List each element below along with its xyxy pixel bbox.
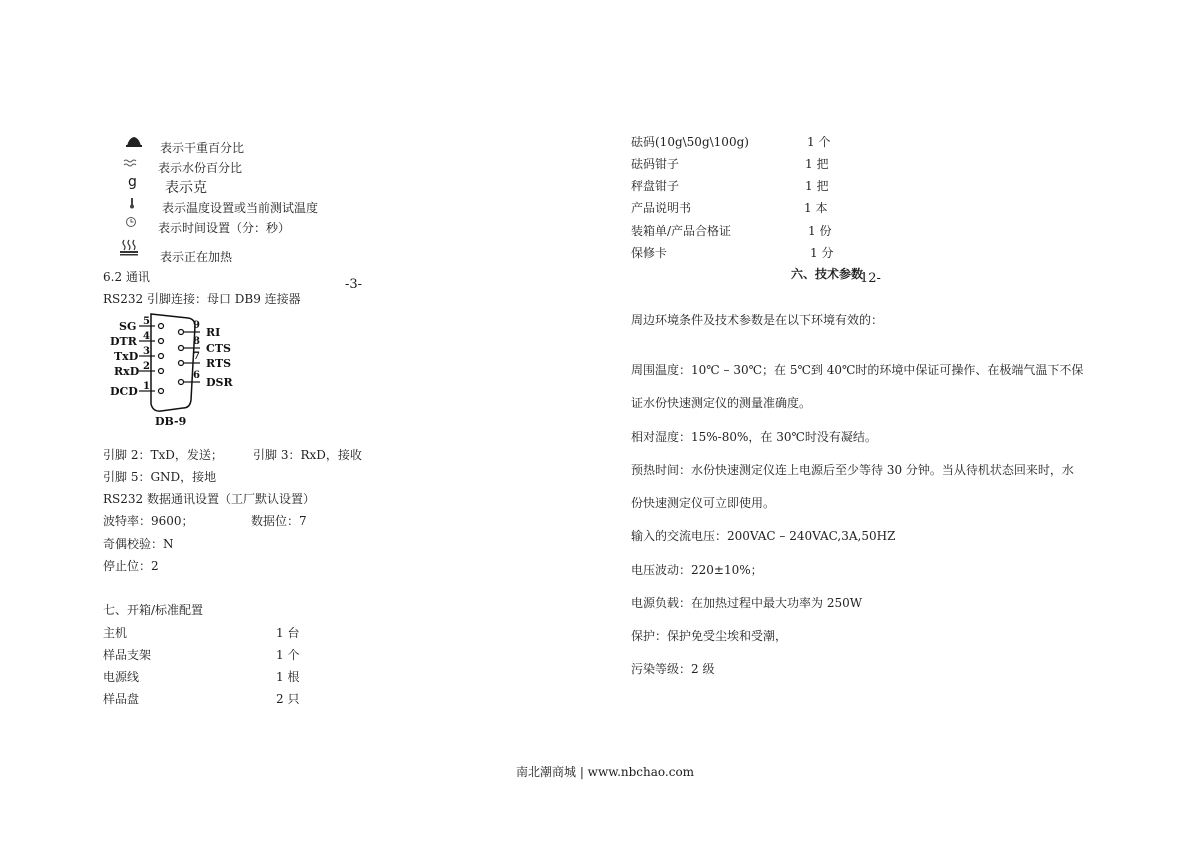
pin-number-7: 7 xyxy=(193,351,200,362)
page-number-left: -3- xyxy=(345,277,363,292)
packing-item-qty: 1 份 xyxy=(808,224,832,238)
tech-pollution: 污染等级：2 级 xyxy=(631,662,715,676)
pin-label-txd: TxD xyxy=(114,350,139,363)
packing-item-qty: 1 个 xyxy=(807,135,831,149)
comm-heading: 6.2 通讯 xyxy=(103,270,150,284)
rs232-line: RS232 引脚连接：母口 DB9 连接器 xyxy=(103,292,301,306)
stop-bit: 停止位：2 xyxy=(103,559,159,573)
pin-label-sg: SG xyxy=(119,320,137,333)
tech-voltage: 输入的交流电压：200VAC – 240VAC,3A,50HZ xyxy=(631,529,896,543)
moisture-icon xyxy=(123,158,137,168)
pin-number-1: 1 xyxy=(143,381,150,392)
pin-number-3: 3 xyxy=(143,346,150,357)
packing-item-name: 电源线 xyxy=(103,670,140,684)
packing-item-name: 样品盘 xyxy=(103,692,140,706)
rs232-settings-title: RS232 数据通讯设置（工厂默认设置） xyxy=(103,492,315,506)
pin-label-dsr: DSR xyxy=(206,376,233,389)
pin3-text: 引脚 3：RxD，接收 xyxy=(253,448,362,462)
footer-watermark: 南北潮商城 | www.nbchao.com xyxy=(516,765,695,779)
dry-weight-icon xyxy=(125,135,143,149)
packing-item-name: 砝码钳子 xyxy=(631,157,680,171)
pin-number-5: 5 xyxy=(143,316,150,327)
tech-load: 电源负载：在加热过程中最大功率为 250W xyxy=(631,596,863,610)
pin-label-ri: RI xyxy=(206,326,221,339)
packing-item-qty: 1 根 xyxy=(276,670,300,684)
legend-gram: 表示克 xyxy=(165,180,207,196)
legend-dry-weight: 表示干重百分比 xyxy=(160,141,245,155)
pin-number-9: 9 xyxy=(193,320,200,331)
packing-item-name: 装箱单/产品合格证 xyxy=(631,224,732,238)
packing-item-qty: 1 个 xyxy=(276,648,300,662)
db9-label: DB-9 xyxy=(155,415,187,428)
packing-item-qty: 1 台 xyxy=(276,626,300,640)
packing-item-name: 保修卡 xyxy=(631,246,668,260)
packing-item-name: 样品支架 xyxy=(103,648,152,662)
pin-label-rts: RTS xyxy=(206,357,232,370)
db9-left-pins xyxy=(110,316,164,398)
pin-label-cts: CTS xyxy=(206,342,231,355)
db9-right-pins xyxy=(179,320,234,389)
legend-time: 表示时间设置（分：秒） xyxy=(158,221,291,235)
packing-item-qty: 2 只 xyxy=(276,692,300,706)
tech-title: 六、技术参数 xyxy=(791,267,864,281)
packing-item-qty: 1 分 xyxy=(810,246,834,260)
tech-intro: 周边环境条件及技术参数是在以下环境有效的： xyxy=(631,313,884,327)
pin-label-dtr: DTR xyxy=(110,335,137,348)
page-number-right: 12- xyxy=(860,271,881,286)
gram-icon: g xyxy=(128,174,137,190)
heating-icon xyxy=(119,238,139,256)
db9-connector-diagram xyxy=(103,310,253,430)
baud-rate: 波特率：9600； xyxy=(103,514,194,528)
thermometer-icon xyxy=(128,197,136,209)
pin-number-6: 6 xyxy=(193,370,200,381)
pin-label-rxd: RxD xyxy=(114,365,140,378)
pin-number-8: 8 xyxy=(193,336,200,347)
tech-humidity: 相对湿度：15%-80%，在 30℃时没有凝结。 xyxy=(631,430,877,444)
packing-item-name: 产品说明书 xyxy=(631,201,692,215)
packing-title: 七、开箱/标准配置 xyxy=(103,603,204,617)
tech-temp-line2: 证水份快速测定仪的测量准确度。 xyxy=(631,396,812,410)
tech-protection: 保护：保护免受尘埃和受潮， xyxy=(631,629,788,643)
data-bits: 数据位：7 xyxy=(251,514,307,528)
legend-moisture: 表示水份百分比 xyxy=(158,161,243,175)
legend-heating: 表示正在加热 xyxy=(160,250,233,264)
clock-icon xyxy=(125,216,137,228)
tech-fluctuation: 电压波动：220±10%； xyxy=(631,563,763,577)
pin-number-4: 4 xyxy=(143,331,150,342)
packing-item-name: 秤盘钳子 xyxy=(631,179,680,193)
pin-number-2: 2 xyxy=(143,361,150,372)
parity: 奇偶校验：N xyxy=(103,537,174,551)
pin5-text: 引脚 5：GND，接地 xyxy=(103,470,217,484)
packing-item-qty: 1 把 xyxy=(805,157,829,171)
pin2-text: 引脚 2：TxD，发送； xyxy=(103,448,223,462)
pin-label-dcd: DCD xyxy=(110,385,138,398)
packing-item-qty: 1 本 xyxy=(804,201,828,215)
tech-temp-line1: 周围温度：10℃ – 30℃；在 5℃到 40℃时的环境中保证可操作、在极端气温下不保 xyxy=(631,363,1084,377)
tech-preheat-line2: 份快速测定仪可立即使用。 xyxy=(631,496,776,510)
tech-preheat-line1: 预热时间：水份快速测定仪连上电源后至少等待 30 分钟。当从待机状态回来时，水 xyxy=(631,463,1074,477)
legend-temperature: 表示温度设置或当前测试温度 xyxy=(162,201,319,215)
packing-item-name: 主机 xyxy=(103,626,128,640)
packing-item-qty: 1 把 xyxy=(805,179,829,193)
packing-item-name: 砝码(10g\50g\100g) xyxy=(631,135,749,149)
